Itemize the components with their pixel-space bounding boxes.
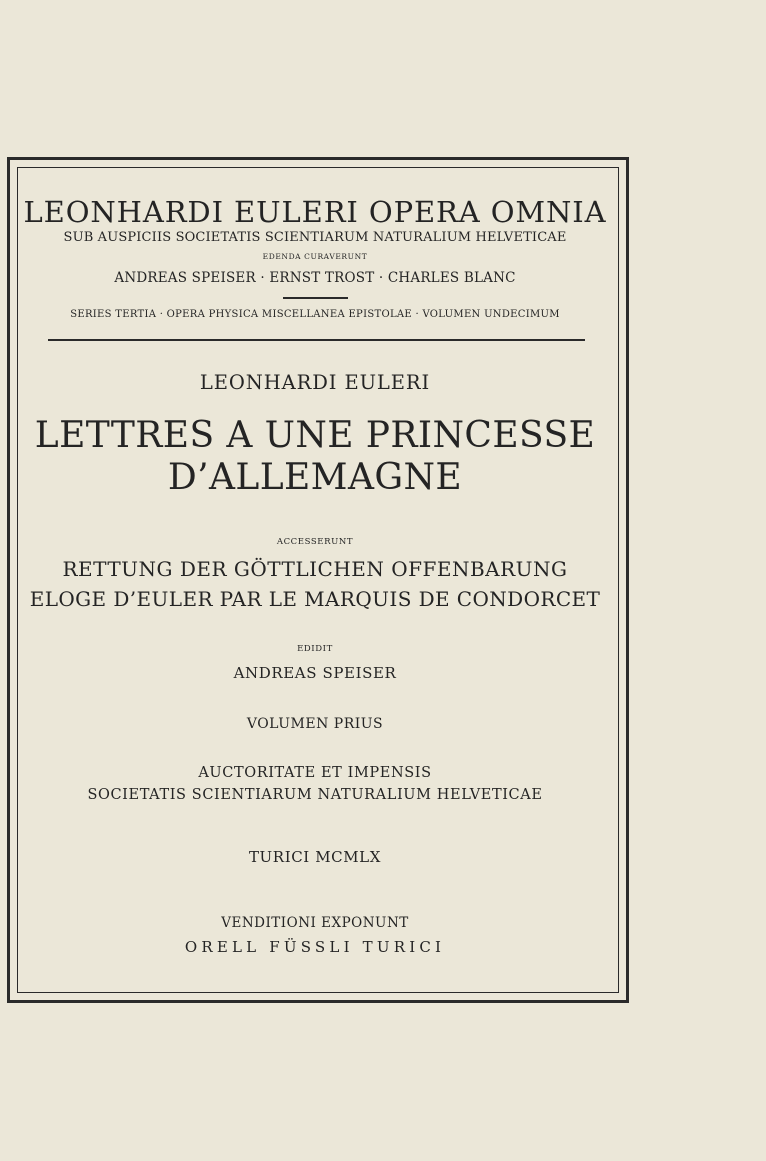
authority-line-2: SOCIETATIS SCIENTIARUM NATURALIUM HELVETICAE <box>87 787 543 803</box>
venditioni-label: VENDITIONI EXPONUNT <box>221 915 409 931</box>
volume-label: VOLUMEN PRIUS <box>246 716 384 732</box>
series-info: SERIES TERTIA · OPERA PHYSICA MISCELLANEA EPISTOLAE · VOLUMEN UNDECIMUM <box>70 309 560 320</box>
accesserunt-label: ACCESSERUNT <box>276 537 354 547</box>
place-year: TURICI MCMLX <box>248 848 382 866</box>
edenda-curaverunt-label: EDENDA CURAVERUNT <box>262 252 368 261</box>
short-divider <box>283 297 348 299</box>
edidit-label: EDIDIT <box>297 644 333 654</box>
publisher: ORELL FÜSSLI TURICI <box>184 938 446 956</box>
authority-line-1: AUCTORITATE ET IMPENSIS <box>198 765 432 781</box>
book-title-line2: D’ALLEMAGNE <box>167 457 463 498</box>
volume-editor: ANDREAS SPEISER <box>233 664 397 682</box>
author-name: LEONHARDI EULERI <box>199 371 431 394</box>
book-title-line1: LETTRES A UNE PRINCESSE <box>34 415 596 456</box>
series-title: LEONHARDI EULERI OPERA OMNIA <box>23 195 607 229</box>
long-divider <box>48 339 585 341</box>
additional-work-1: RETTUNG DER GÖTTLICHEN OFFENBARUNG <box>62 557 568 581</box>
series-editors: ANDREAS SPEISER · ERNST TROST · CHARLES BLANC <box>114 270 516 286</box>
additional-work-2: ELOGE D’EULER PAR LE MARQUIS DE CONDORCET <box>29 587 601 611</box>
series-subtitle: SUB AUSPICIIS SOCIETATIS SCIENTIARUM NATURALIUM HELVETICAE <box>63 230 567 245</box>
